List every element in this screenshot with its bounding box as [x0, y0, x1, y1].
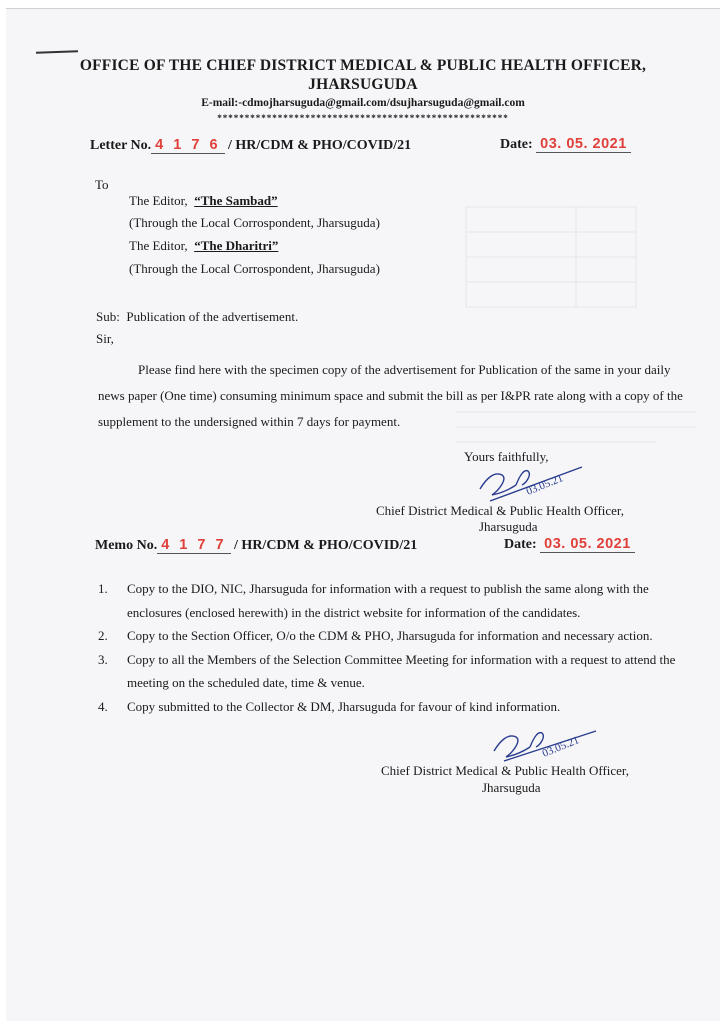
list-item: 3. Copy to all the Members of the Selection Committee Meeting for information with a request to attend the meeting on the scheduled date, time & venue. — [98, 651, 676, 690]
to-label: To — [95, 177, 109, 192]
body-paragraph: Please find here with the specimen copy of the advertisement for Publication of the same in your daily news paper (One time) consuming minimum space and submit the bill as per I&PR rate along with a copy of the supplement to the undersigned within 7 days for payment. — [98, 362, 683, 429]
document-page — [6, 8, 720, 1021]
memo-number: 4 1 7 7 — [157, 537, 230, 554]
signatory-place-2: Jharsuguda — [482, 780, 541, 795]
list-item: 2. Copy to the Section Officer, O/o the CDM & PHO, Jharsuguda for information and necessary action. — [98, 628, 653, 643]
office-title-line1: OFFICE OF THE CHIEF DISTRICT MEDICAL & PUBLIC HEALTH OFFICER, — [79, 57, 647, 74]
memo-prefix: Memo No. — [95, 538, 158, 553]
editor1-prefix: The Editor, — [129, 193, 188, 208]
office-title-line2: JHARSUGUDA — [308, 76, 418, 93]
signature-2 — [486, 717, 606, 767]
signatory-place-1: Jharsuguda — [479, 519, 538, 534]
office-email: E-mail:-cdmojharsuguda@gmail.com/dsujharsuguda@gmail.com — [201, 97, 525, 109]
signature-1 — [472, 449, 592, 509]
memo-ref: / HR/CDM & PHO/COVID/21 — [234, 538, 418, 553]
letter-date-label: Date: — [500, 137, 533, 152]
salutation: Sir, — [96, 331, 114, 346]
scan-mark — [36, 50, 78, 53]
editor1-through: (Through the Local Corrospondent, Jharsuguda) — [129, 215, 380, 230]
header-divider: ***************************************************** — [217, 113, 509, 123]
letter-reference — [90, 137, 411, 154]
signatory-designation-1: Chief District Medical & Public Health Officer, — [376, 503, 624, 518]
letter-date: 03. 05. 2021 — [536, 136, 631, 153]
memo-date-block — [504, 536, 635, 553]
editor2-prefix: The Editor, — [129, 238, 188, 253]
subject-label: Sub: — [96, 309, 120, 324]
list-item: 1. Copy to the DIO, NIC, Jharsuguda for information with a request to publish the same along with the enclosures (enclosed herewith) in the district website for information of the candidates. — [98, 581, 649, 620]
subject-line — [96, 309, 298, 325]
editor1-paper: “The Sambad” — [194, 193, 278, 208]
signature-2-date: 03.05.21 — [540, 734, 581, 760]
letter-prefix: Letter No. — [90, 138, 152, 153]
yours-faithfully: Yours faithfully, — [464, 449, 549, 464]
memo-date-label: Date: — [504, 537, 537, 552]
signature-1-date: 03.05.21 — [524, 472, 565, 498]
memo-date: 03. 05. 2021 — [540, 536, 635, 553]
editor2-through: (Through the Local Corrospondent, Jharsuguda) — [129, 261, 380, 276]
editor1-line — [129, 193, 278, 209]
list-item: 4. Copy submitted to the Collector & DM, Jharsuguda for favour of kind information. — [98, 698, 561, 714]
editor2-line — [129, 238, 278, 254]
copy-list — [98, 577, 698, 718]
signatory-designation-2: Chief District Medical & Public Health Officer, — [381, 763, 629, 778]
letter-date-block — [500, 136, 631, 153]
letter-number: 4 1 7 6 — [151, 137, 224, 154]
memo-reference — [95, 537, 417, 554]
letter-ref: / HR/CDM & PHO/COVID/21 — [228, 138, 412, 153]
subject-text: Publication of the advertisement. — [126, 309, 299, 324]
editor2-paper: “The Dharitri” — [194, 238, 279, 253]
